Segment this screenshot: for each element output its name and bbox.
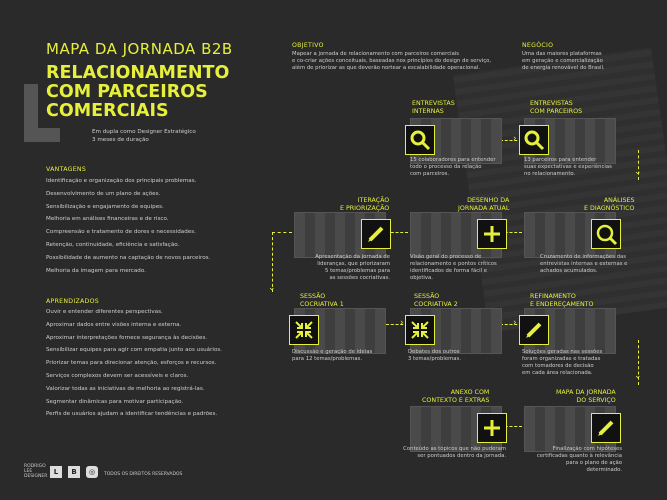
pen-icon <box>361 219 391 249</box>
plus-icon <box>477 219 507 249</box>
list-item: Valorizar todas as iniciativas de melhoria ao registrá-las. <box>46 385 205 392</box>
step-description: 15 colaboradores para entender todo o processo da relação com parceiros. <box>410 157 496 177</box>
list-item: Ouvir e entender diferentes perspectivas. <box>46 309 163 315</box>
step-description: Debates dos outros 3 temas/problemas. <box>408 349 461 362</box>
search-icon <box>405 125 435 155</box>
step-title: ANÁLISES E DIAGNÓSTICO <box>584 197 635 212</box>
list-item: Aproximar interpretações fornece segurança às decisões. <box>46 334 208 341</box>
aprendizados-list <box>46 306 222 421</box>
plus-icon <box>477 413 507 443</box>
role-text: Em dupla como Designer Estratégico <box>92 129 196 135</box>
instagram-icon: ◎ <box>86 466 98 478</box>
step-card-desenho-jornada <box>410 212 502 258</box>
list-item: Perfis de usuários ajudam a identificar tendências e padrões. <box>46 411 218 418</box>
step-title: ITERAÇÃO E PRIORIZAÇÃO <box>340 197 390 212</box>
step-description: Soluções geradas nas sessões foram organizadas e tratadas com tomadores de decisão em cada área relacionada. <box>522 349 603 376</box>
step-title: ENTREVISTAS INTERNAS <box>412 100 455 115</box>
arrow-down-icon: ⌄ <box>268 283 276 293</box>
text-line: Uma das maiores plataformas <box>522 51 602 57</box>
subtitle-line: COM PARCEIROS <box>46 82 208 102</box>
negocio-text <box>522 51 605 72</box>
step-description: Cruzamento de informações das entrevistas internas e externas e achados acumulados. <box>540 254 628 274</box>
list-item: Desenvolvimento de um plano de ações. <box>46 190 161 197</box>
step-title: SESSÃO COCRIATIVA 1 <box>300 293 344 308</box>
step-title: MAPA DA JORNADA DO SERVIÇO <box>556 389 616 404</box>
step-description: Discussão e geração de ideias para 12 temas/problemas. <box>292 349 373 362</box>
text-line: de energia renovável do Brasil. <box>522 65 605 71</box>
brand-text: RODRIGO LEE DESIGNER <box>24 464 48 479</box>
aprendizados-heading: APRENDIZADOS <box>46 298 100 305</box>
step-description: Visão geral do processo de relacionamento e pontos críticos identificados de forma fácil e objetiva. <box>410 254 497 281</box>
step-description: 13 parceiros para entender suas expectativas e experiências no relacionamento. <box>524 157 612 177</box>
magnifier-icon <box>591 219 621 249</box>
negocio-heading: NEGÓCIO <box>522 42 554 49</box>
pen-icon <box>591 413 621 443</box>
text-line: Mapear a jornada de relacionamento com parceiros comerciais <box>292 51 460 57</box>
list-item: Identificação e organização dos principais problemas. <box>46 178 197 184</box>
vantagens-list <box>46 175 210 277</box>
step-card-iteracao <box>294 212 386 258</box>
subtitle-line: COMERCIAIS <box>46 101 169 121</box>
list-item: Serviços complexos devem ser acessíveis e claros. <box>46 372 189 379</box>
step-title: ENTREVISTAS COM PARCEIROS <box>530 100 583 115</box>
list-item: Compreensão e tratamento de dores e necessidades. <box>46 229 196 236</box>
step-card-sessao-1 <box>294 308 386 354</box>
vantagens-heading: VANTAGENS <box>46 166 87 173</box>
step-title: SESSÃO COCRIATIVA 2 <box>414 293 458 308</box>
step-description: Apresentação da jornada de lideranças, que priorizaram 5 temas/problemas para as sessões cocriativas. <box>315 254 390 281</box>
collapse-icon <box>405 315 435 345</box>
list-item: Sensibilização e engajamento de equipes. <box>46 203 164 210</box>
arrow-down-icon: ⌄ <box>634 167 642 177</box>
arrow-down-icon: ⌄ <box>634 371 642 381</box>
page-subtitle <box>46 64 229 121</box>
arrow-right-icon: › <box>513 134 517 144</box>
behance-icon: B <box>68 466 80 478</box>
pen-icon <box>519 315 549 345</box>
background-decoration <box>453 47 667 332</box>
objetivo-text <box>292 51 491 72</box>
arrow-right-icon: › <box>400 318 404 328</box>
step-card-refinamento <box>524 308 616 354</box>
collapse-icon <box>289 315 319 345</box>
duration-text: 3 meses de duração <box>92 137 149 143</box>
list-item: Possibilidade de aumento na captação de novos parceiros. <box>46 254 211 261</box>
subtitle-line: RELACIONAMENTO <box>46 63 230 83</box>
arrow-right-icon: › <box>513 318 517 328</box>
list-item: Melhoria da imagem para mercado. <box>46 267 146 274</box>
step-title: DESENHO DA JORNADA ATUAL <box>458 197 510 212</box>
text-line: e co-criar ações conceituais, baseadas nos princípios do design de serviço, <box>292 58 492 64</box>
text-line: em geração e comercialização <box>522 58 603 64</box>
bracket-decoration <box>24 84 60 142</box>
list-item: Sensibilizar equipes para agir com empatia junto aos usuários. <box>46 347 223 354</box>
connector-line <box>272 232 292 233</box>
step-card-sessao-2 <box>410 308 502 354</box>
text-line: além de priorizar as que deverão nortear a escalabilidade operacional. <box>292 65 481 71</box>
logo-icon: L <box>50 466 62 478</box>
page-title: MAPA DA JORNADA B2B <box>46 40 233 58</box>
step-description: Finalização com hipóteses certificadas quanto à relevância para o plano de ação determinado. <box>536 446 622 473</box>
objetivo-heading: OBJETIVO <box>292 42 324 49</box>
list-item: Priorizar temas para direcionar atenção, esforços e recursos. <box>46 360 217 367</box>
step-title: ANEXO COM CONTEXTO E EXTRAS <box>422 389 490 404</box>
list-item: Melhoria em análises financeiras e de risco. <box>46 216 169 223</box>
step-title: REFINAMENTO E ENDEREÇAMENTO <box>530 293 594 308</box>
search-icon <box>519 125 549 155</box>
step-card-analises <box>524 212 616 258</box>
list-item: Aproximar dados entre visões interna e externa. <box>46 321 182 328</box>
list-item: Retenção, continuidade, eficiência e satisfação. <box>46 241 180 248</box>
rights-text: TODOS OS DIREITOS RESERVADOS <box>104 472 183 477</box>
step-description: Conteúdo as tópicos que não puderam ser pontuados dentro da jornada. <box>403 446 506 459</box>
list-item: Segmentar dinâmicas para motivar participação. <box>46 398 184 405</box>
